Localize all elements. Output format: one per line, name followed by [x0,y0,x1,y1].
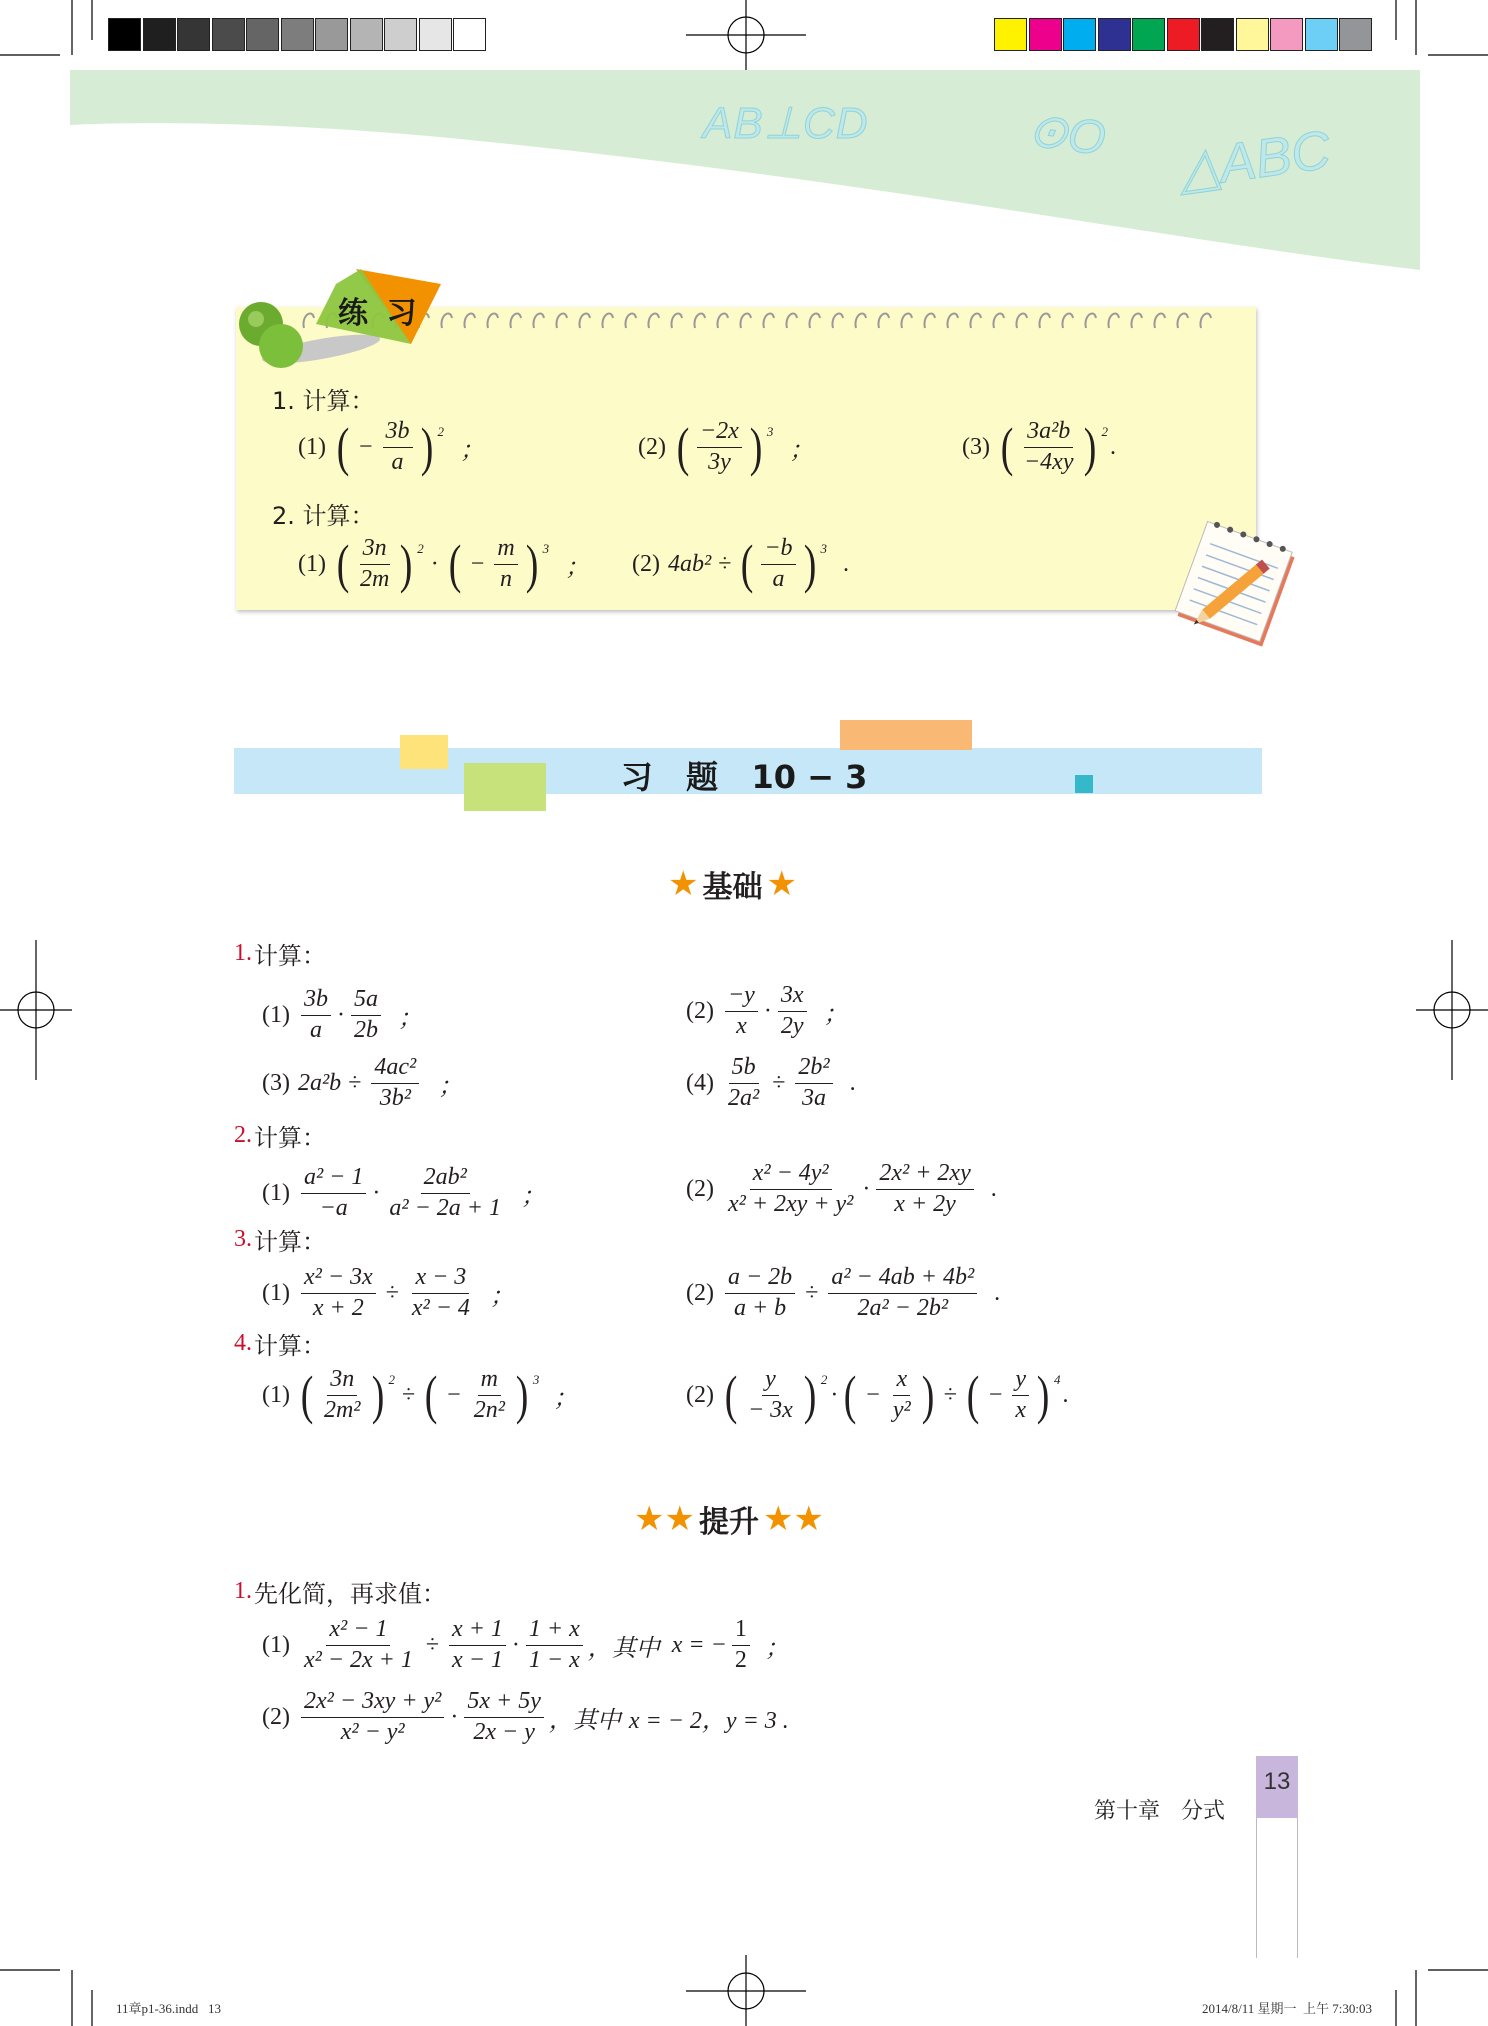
fraction: $\frac{x - 3}{\text{x² − 4}}$ [411,1264,470,1321]
ring [1154,313,1165,328]
question-label: 计算： [254,942,326,970]
fraction: $\frac{\text{2x² − 3xy + y²}}{\text{x² − y²}}$ [301,1688,444,1746]
ring [763,313,774,328]
fraction: $\frac{3n}{\text{2m²}}$ [323,1366,361,1423]
ring [694,313,705,328]
print-timestamp: 2014/8/11 星期一 上午 7:30:03 [1202,2001,1372,2016]
fraction: $\frac{\text{3a²b}}{-4xy}$ [1023,418,1074,475]
fraction: $\frac{5x + 5y}{2x - y}$ [464,1688,544,1746]
item-label: (1) [298,433,326,460]
star-icon: ★ [766,864,797,904]
fraction: $\frac{m}{n}$ [494,535,517,593]
basic-q3-item-1: (1) $\frac{\text{x² − 3x}}{x + 2}$ ÷ $\frac{x - 3}{\text{x² − 4}}$ ； [262,1264,514,1321]
item-label: (1) [298,550,326,577]
practice-q1-item-1: (1) ( − $\frac{3b}{a}$ ) $^2$ ； [298,417,484,478]
advanced-q1-item-2: (2) $\frac{\text{2x² − 3xy + y²}}{\text{x² − y²}}$ · $\frac{5x + 5y}{2x - y}$ ，其中 x = − 2，y = 3 . [262,1688,789,1745]
fraction: $\frac{-2x}{3y}$ [697,418,742,476]
sign: − [358,433,373,460]
star-icon: ★★ [762,1499,824,1539]
basic-q2-item-2: (2) $\frac{\text{x² − 4y²}}{\text{x² + 2xy + y²}}$ · $\frac{\text{2x² + 2xy}}{x + 2y}$ . [686,1160,997,1217]
fraction: $\frac{3b}{a}$ [301,986,331,1044]
ring [717,313,728,328]
ring [1039,313,1050,328]
fraction: $\frac{5a}{2b}$ [351,986,381,1044]
practice-q2-item-1: (1) ( $\frac{3n}{2m}$ ) $^2$ · ( − $\frac{m}{n}$ ) $^3$ ； [298,534,590,595]
ring [832,313,843,328]
ring [1016,313,1027,328]
basic-q3-heading: 3. 计算： [234,1226,326,1256]
ring [602,313,613,328]
basic-q2-item-1: (1) $\frac{\text{a² − 1}}{-a}$ · $\frac{\text{2ab²}}{\text{a² − 2a + 1}}$ ； [262,1164,545,1221]
header-symbol-triangle: △ABC [1174,119,1335,201]
ring [510,313,521,328]
basic-q1-item-2: (2) $\frac{-y}{x}$ · $\frac{3x}{2y}$ ； [686,982,848,1039]
fraction: $\frac{x + 1}{x - 1}$ [449,1616,506,1674]
ring [947,313,958,328]
practice-badge-title: 练 习 [338,296,421,331]
fraction: $\frac{\text{2ab²}}{\text{a² − 2a + 1}}$ [389,1164,501,1221]
ring [533,313,544,328]
ring [1085,313,1096,328]
ring [901,313,912,328]
notepad-pencil-icon [1168,520,1308,660]
header-symbol-circle: ⊙O [1024,102,1109,167]
basic-q3-item-2: (2) $\frac{a - 2b}{a + b}$ ÷ $\frac{\text{a² − 4ab + 4b²}}{\text{2a² − 2b²}}$ . [686,1264,1001,1321]
fraction: $\frac{\text{x² − 3x}}{x + 2}$ [301,1264,376,1322]
practice-q1-item-2: (2) ( $\frac{-2x}{3y}$ ) $^3$ ； [638,417,814,478]
practice-q2-item-2: (2) 4ab² ÷ ( $\frac{-b}{a}$ ) $^3$ . [632,534,850,595]
ring [740,313,751,328]
exercise-title: 习 题 10 − 3 [620,758,868,796]
basic-q1-item-4: (4) $\frac{5b}{\text{2a²}}$ ÷ $\frac{\text{2b²}}{3a}$ . [686,1054,856,1111]
ring [487,313,498,328]
ring [1108,313,1119,328]
fraction: $\frac{\text{2x² + 2xy}}{x + 2y}$ [876,1160,973,1218]
basic-q1-heading [234,936,326,971]
fraction: $\frac{m}{\text{2n²}}$ [473,1366,505,1423]
deco-orange-block [840,720,972,750]
item-label: (2) [632,550,660,577]
star-icon: ★ [668,864,699,904]
basic-q4-heading: 4. 计算： [234,1330,326,1360]
advanced-q1-item-1: (1) $\frac{\text{x² − 1}}{\text{x² − 2x + 1}}$ ÷ $\frac{x + 1}{x - 1}$ · $\frac{1 + x}{1 - x}$ ，其中 x = − $\frac{1}{2}$ ； [262,1616,789,1673]
basic-q4-item-1: (1) ( $\frac{3n}{\text{2m²}}$ ) $^2$ ÷ ( − $\frac{m}{\text{2n²}}$ ) $^3$ ； [262,1365,578,1426]
fraction: $\frac{a - 2b}{a + b}$ [725,1264,795,1322]
fraction: $\frac{\text{a² − 1}}{-a}$ [301,1164,366,1222]
advanced-section-title [634,1497,824,1541]
fraction: $\frac{-b}{a}$ [761,535,795,593]
fraction: $\frac{3n}{2m}$ [359,535,390,592]
fraction: $\frac{-y}{x}$ [725,982,758,1040]
ring [878,313,889,328]
fraction: $\frac{\text{a² − 4ab + 4b²}}{\text{2a² − 2b²}}$ [828,1264,977,1322]
fraction: $\frac{x}{\text{y²}}$ [892,1366,911,1423]
fraction: $\frac{5b}{\text{2a²}}$ [727,1054,760,1111]
item-label: (3) [962,433,990,460]
ring [579,313,590,328]
basic-q1-item-1: (1) $\frac{3b}{a}$ · $\frac{5a}{2b}$ ； [262,986,422,1043]
fraction: $\frac{3b}{a}$ [383,418,413,476]
ring [786,313,797,328]
ring [556,313,567,328]
question-number: 1. [234,940,252,966]
page-tab-stripe [1256,1818,1298,1958]
ring [671,313,682,328]
ring [924,313,935,328]
basic-section-title [668,862,797,906]
practice-q2-label: 2. 计算： [272,502,375,530]
basic-q2-heading: 2. 计算： [234,1122,326,1152]
ring [464,313,475,328]
ring [625,313,636,328]
basic-title-text: 基础 [702,870,763,905]
fraction: $\frac{\text{x² − 4y²}}{\text{x² + 2xy + y²}}$ [727,1160,854,1217]
ring [970,313,981,328]
basic-q1-item-3: (3) 2a²b ÷ $\frac{\text{4ac²}}{\text{3b²}}$ ； [262,1054,463,1111]
ring [648,313,659,328]
advanced-title-text: 提升 [698,1505,759,1540]
item-label: (2) [638,433,666,460]
fraction: $\frac{y}{- 3x}$ [747,1366,793,1423]
chapter-footer-label: 第十章 分式 [1094,1799,1225,1824]
print-file-info: 11章p1-36.indd 13 [116,2001,221,2016]
page-number: 13 [1263,1768,1291,1795]
ring [1200,313,1211,328]
fraction: $\frac{\text{x² − 1}}{\text{x² − 2x + 1}}$ [303,1616,413,1673]
fraction: $\frac{\text{4ac²}}{\text{3b²}}$ [371,1054,419,1112]
fraction: $\frac{\text{2b²}}{3a}$ [795,1054,832,1112]
fraction: $\frac{1}{2}$ [732,1616,750,1674]
ring [993,313,1004,328]
ring [1177,313,1188,328]
ring [855,313,866,328]
fraction: $\frac{1 + x}{1 - x}$ [526,1616,583,1674]
practice-q1-item-3: (3) ( $\frac{\text{3a²b}}{-4xy}$ ) $^2$ . [962,417,1116,478]
header-symbol-perpendicular: AB⊥CD [703,99,869,148]
ring [1131,313,1142,328]
advanced-q1-heading: 1. 先化简，再求值： [234,1578,446,1608]
fraction: $\frac{y}{x}$ [1012,1366,1029,1424]
practice-q1-label: 1. 计算： [272,387,375,415]
ring [1062,313,1073,328]
star-icon: ★★ [634,1499,695,1539]
fraction: $\frac{3x}{2y}$ [778,982,807,1040]
ring [809,313,820,328]
basic-q4-item-2: (2) ( $\frac{y}{- 3x}$ ) $^2$ · ( − $\frac{x}{\text{y²}}$ ) ÷ ( − $\frac{y}{x}$ ) $^4$ . [686,1365,1069,1426]
